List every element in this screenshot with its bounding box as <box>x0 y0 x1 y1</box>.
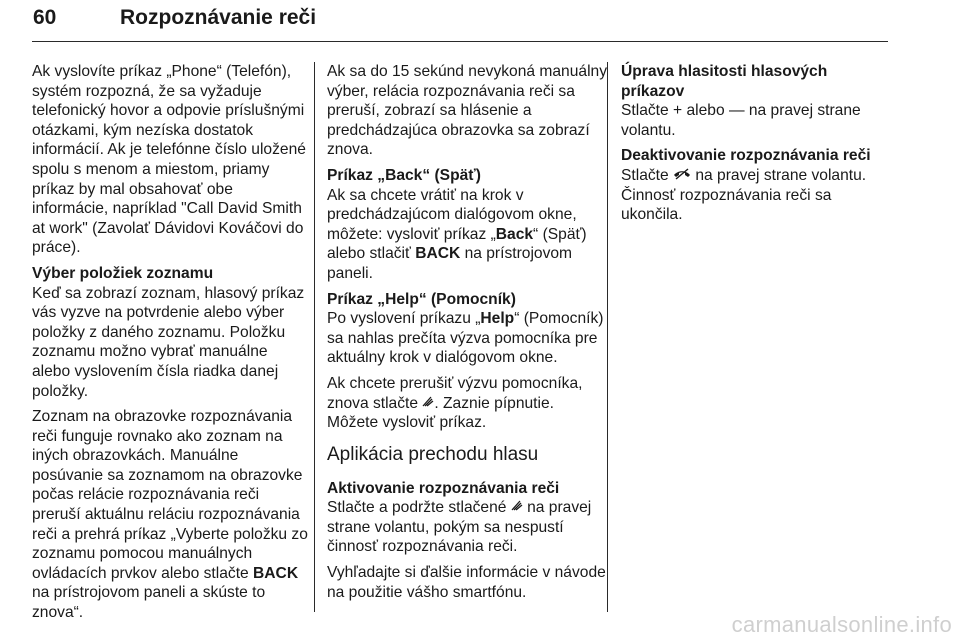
column-3 <box>621 62 891 231</box>
list-selection-heading: Výber položiek zoznamu <box>32 264 214 282</box>
header-divider <box>32 41 888 42</box>
watermark: carmanualsonline.info <box>731 612 952 637</box>
column-2 <box>327 62 607 608</box>
timeout-paragraph: Ak sa do 15 sekúnd nevykoná manuálny výber, relácia rozpoznávania reči sa preruší, zobrazí sa hlásenie a predchádzajúca obrazovka sa zobrazí znova. <box>327 63 608 159</box>
phone-command-paragraph: Ak vyslovíte príkaz „Phone“ (Telefón), systém rozpozná, že sa vyžaduje telefonický hovor a odpovie príslušnými otázkami, kým nezíska dostatok informácií. Ak je telefónne číslo uložené spolu s menom a miestom, priamy príkaz by mal obsahovať obe informácie, napríklad "Call David Smith at work" (Zavolať Dávidovi Kováčovi do práce). <box>32 63 306 257</box>
back-command-heading: Príkaz „Back“ (Späť) <box>327 166 481 184</box>
onscreen-list-paragraph: Zoznam na obrazovke rozpoznávania reči funguje rovnako ako zoznam na iných obrazovkách. Manuálne posúvanie sa zoznamom na obrazovke počas relácie rozpoznávania reči preruší aktuálnu reláciu rozpoznávania reči a prehrá príkaz „Vyberte položku zo zoznamu pomocou manuálnych ovládacích prvkov alebo stlačte BACK na prístrojovom paneli a skúste to znova“. <box>32 408 308 622</box>
page-title: Rozpoznávanie reči <box>120 6 317 29</box>
column-divider-1 <box>314 62 315 612</box>
minus-icon: — <box>728 102 745 120</box>
hang-up-phone-icon <box>673 166 691 186</box>
page-number: 60 <box>33 6 57 29</box>
volume-adjust-paragraph: Stlačte + alebo — na pravej strane volantu. <box>621 102 861 139</box>
column-1 <box>32 62 308 629</box>
page-header <box>32 0 888 44</box>
help-command-paragraph: Po vyslovení príkazu „Help“ (Pomocník) sa nahlas prečíta výzva pomocníka pre aktuálny krok v dialógovom okne. <box>327 310 604 367</box>
back-key-label: BACK <box>253 564 299 582</box>
column-divider-2 <box>607 62 608 612</box>
smartphone-manual-paragraph: Vyhľadajte si ďalšie informácie v návode na použitie vášho smartfónu. <box>327 564 606 601</box>
plus-icon: + <box>673 102 683 120</box>
voice-command-icon <box>422 394 434 414</box>
deactivate-recognition-paragraph: Stlačte na pravej strane volantu. Činnosť rozpoznávania reči sa ukončila. <box>621 166 867 224</box>
activate-recognition-paragraph: Stlačte a podržte stlačené na pravej strane volantu, pokým sa nespustí činnosť rozpoznávania reči. <box>327 499 592 556</box>
voice-passthrough-section-heading: Aplikácia prechodu hlasu <box>327 443 539 465</box>
back-command-paragraph: Ak sa chcete vrátiť na krok v predchádzajúcom dialógovom okne, môžete: vysloviť príkaz „Back“ (Späť) alebo stlačiť BACK na prístrojovom paneli. <box>327 186 587 282</box>
volume-adjust-heading: Úprava hlasitosti hlasových príkazov <box>621 63 828 100</box>
list-selection-paragraph: Keď sa zobrazí zoznam, hlasový príkaz vás vyzve na potvrdenie alebo výber položky z daného zoznamu. Položku zoznamu možno vybrať manuálne alebo vyslovením čísla riadka danej položky. <box>32 284 305 400</box>
activate-recognition-heading: Aktivovanie rozpoznávania reči <box>327 479 560 497</box>
interrupt-help-paragraph: Ak chcete prerušiť výzvu pomocníka, znova stlačte . Zaznie pípnutie. Môžete vysloviť príkaz. <box>327 374 583 432</box>
help-command-heading: Príkaz „Help“ (Pomocník) <box>327 290 516 308</box>
deactivate-recognition-heading: Deaktivovanie rozpoznávania reči <box>621 147 871 165</box>
voice-command-icon <box>511 498 523 518</box>
